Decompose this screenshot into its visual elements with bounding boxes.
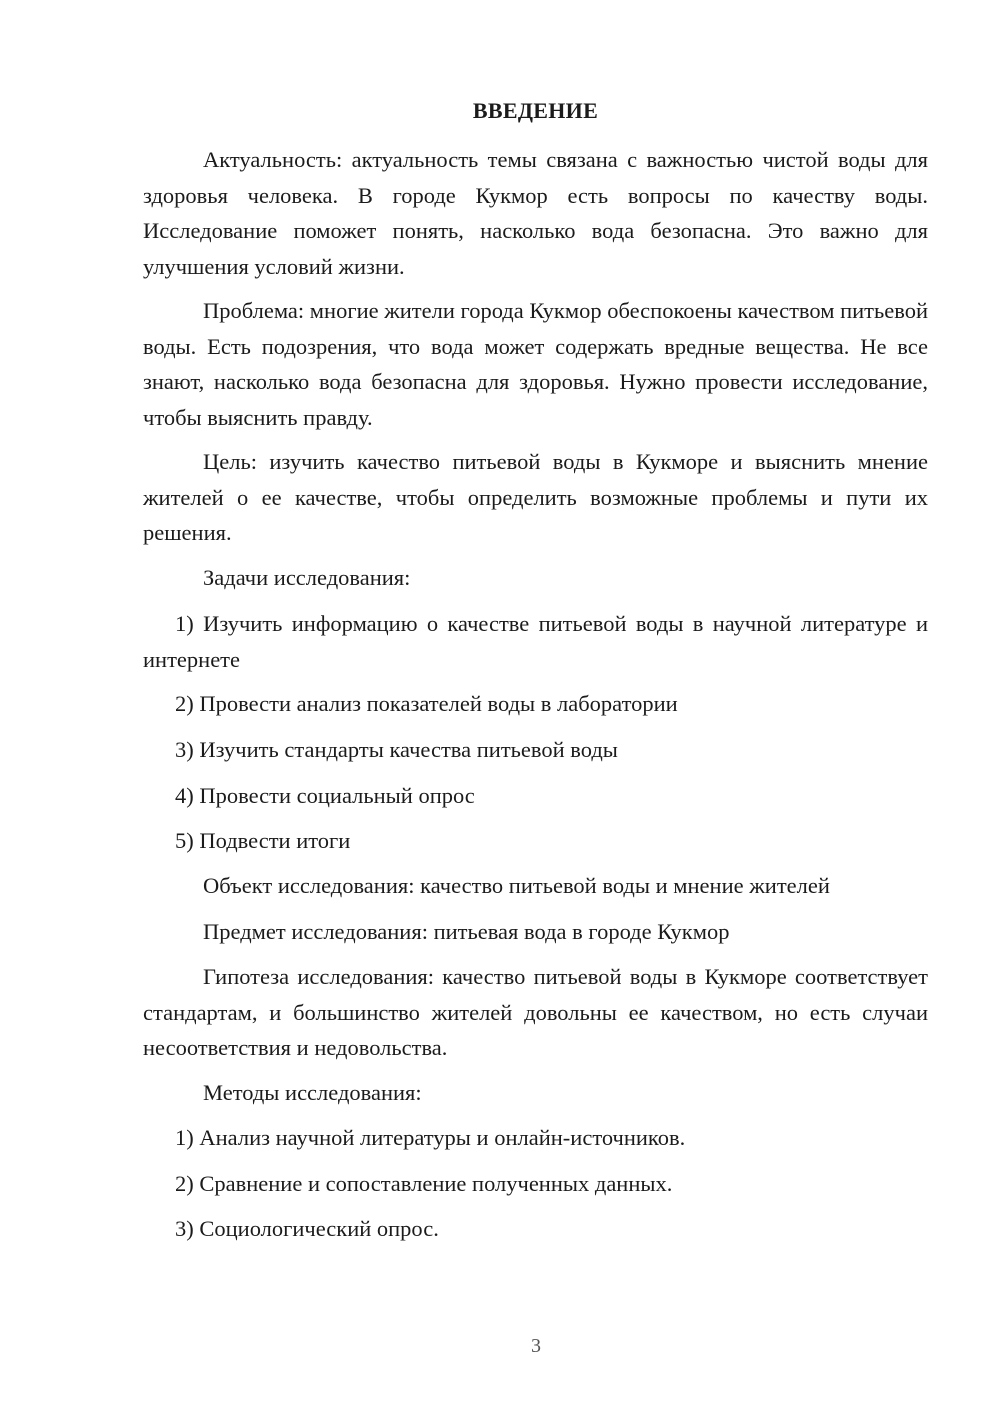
relevance-paragraph: Актуальность: актуальность темы связана с важностью чистой воды для здоровья человека. В городе Кукмор есть вопросы по качеству воды. Исследование поможет понять, насколько вода безопасна. Это важно для улучшения условий жизни. xyxy=(143,147,928,279)
task-item-5: 5) Подвести итоги xyxy=(175,828,351,853)
tasks-heading: Задачи исследования: xyxy=(203,565,411,590)
methods-heading: Методы исследования: xyxy=(203,1080,422,1105)
page-number: 3 xyxy=(531,1335,541,1357)
hypothesis-paragraph: Гипотеза исследования: качество питьевой воды в Кукморе соответствует стандартам, и большинство жителей довольны ее качеством, но есть случаи несоответствия и недовольства. xyxy=(143,964,928,1060)
task-item-4: 4) Провести социальный опрос xyxy=(175,783,475,808)
method-item-1: 1) Анализ научной литературы и онлайн-источников. xyxy=(175,1125,686,1150)
task-item-1: 1) Изучить информацию о качестве питьевой воды в научной литературе и интернете xyxy=(143,611,928,672)
problem-paragraph: Проблема: многие жители города Кукмор обеспокоены качеством питьевой воды. Есть подозрения, что вода может содержать вредные вещества. Не все знают, насколько вода безопасна для здоровья. Нужно провести исследование, чтобы выяснить правду. xyxy=(143,298,928,430)
section-title: ВВЕДЕНИЕ xyxy=(472,98,599,123)
method-item-2: 2) Сравнение и сопоставление полученных данных. xyxy=(175,1171,673,1196)
task-item-3: 3) Изучить стандарты качества питьевой воды xyxy=(175,737,618,762)
object-paragraph: Объект исследования: качество питьевой воды и мнение жителей xyxy=(203,873,830,898)
task-item-2: 2) Провести анализ показателей воды в лаборатории xyxy=(175,691,678,716)
subject-paragraph: Предмет исследования: питьевая вода в городе Кукмор xyxy=(203,919,730,944)
method-item-3: 3) Социологический опрос. xyxy=(175,1216,439,1241)
goal-paragraph: Цель: изучить качество питьевой воды в Кукморе и выяснить мнение жителей о ее качестве, чтобы определить возможные проблемы и пути их решения. xyxy=(143,449,928,545)
